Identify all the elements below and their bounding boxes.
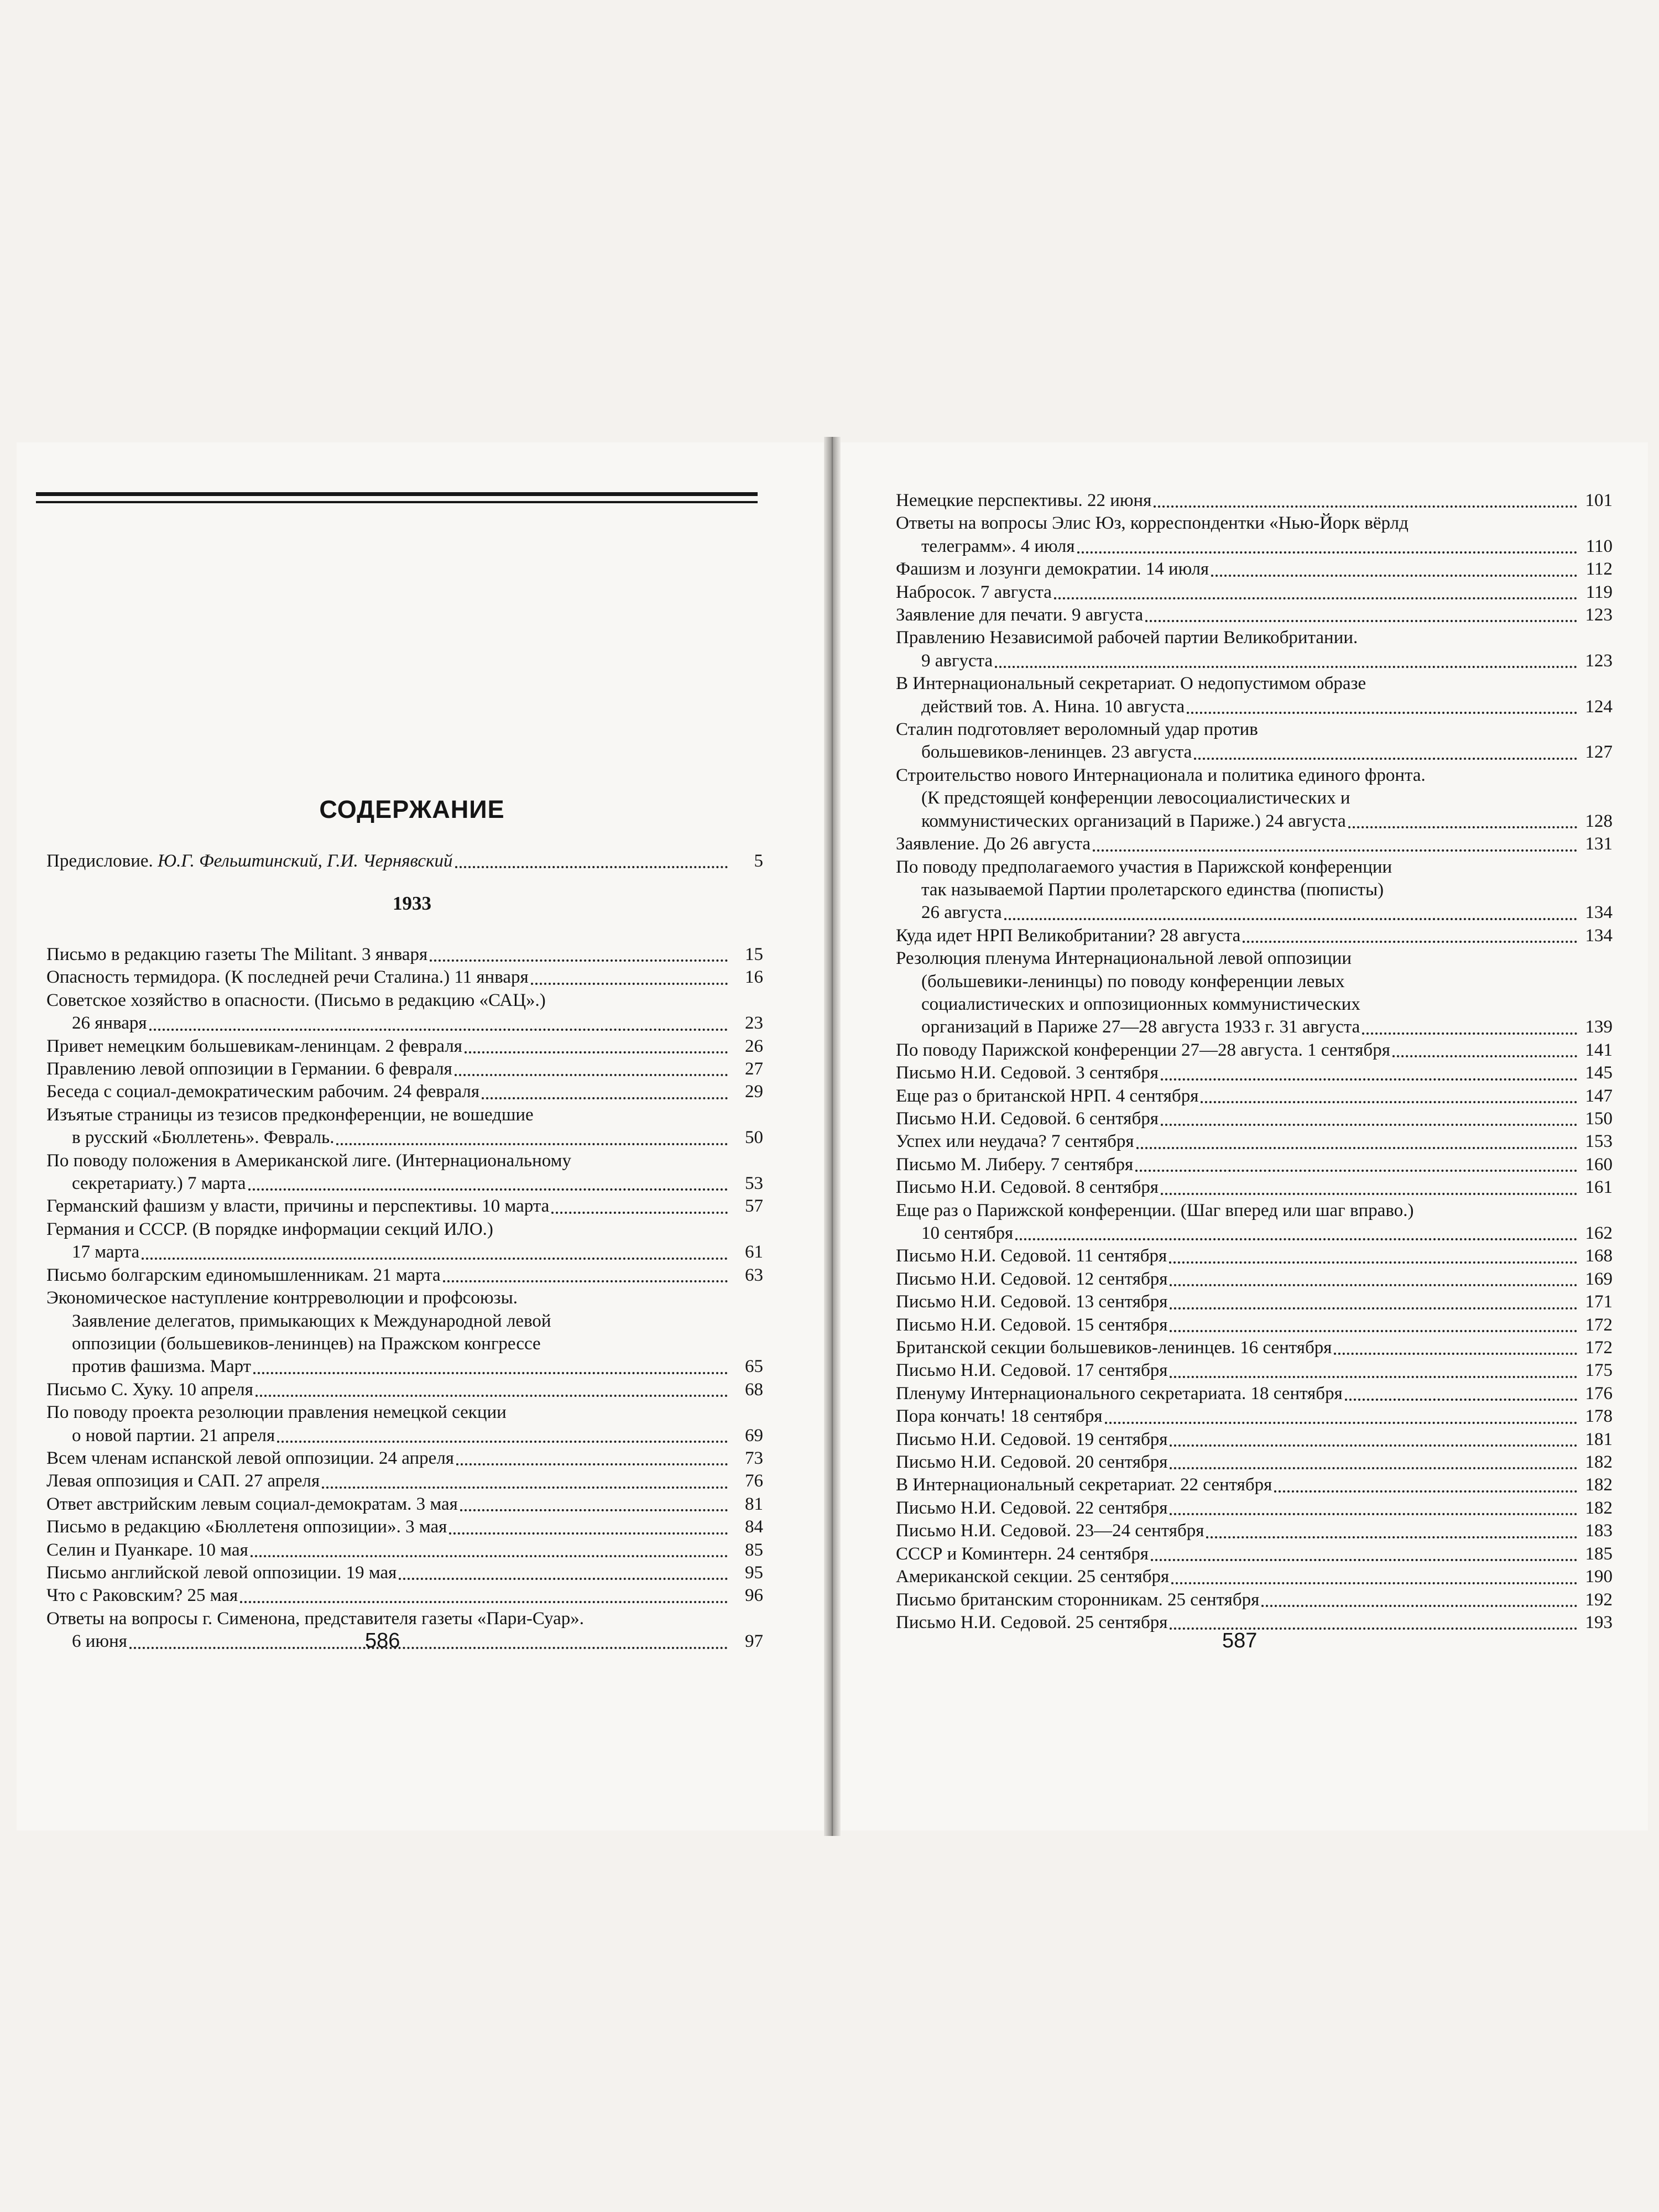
page-number: 134 <box>1585 902 1613 923</box>
entry-title: Заявление для печати. 9 августа <box>896 605 1144 625</box>
toc-entry-line <box>896 1199 1613 1222</box>
toc-list-right <box>896 489 1613 1634</box>
page-number: 61 <box>745 1242 763 1262</box>
toc-entry <box>896 489 1613 512</box>
page-number: 65 <box>745 1357 763 1377</box>
toc-entry <box>896 1222 1613 1245</box>
entry-title: Германский фашизм у власти, причины и перспективы. 10 марта <box>46 1196 550 1217</box>
leader-dots <box>1348 822 1577 828</box>
entry-title: о новой партии. 21 апреля <box>72 1425 275 1446</box>
leader-dots <box>255 1390 728 1397</box>
toc-entry <box>896 1062 1613 1084</box>
preface-label: Предисловие. <box>46 851 158 871</box>
toc-entry <box>896 558 1613 581</box>
leader-dots <box>430 955 728 962</box>
entry-title: Советское хозяйство в опасности. (Письмо в редакцию «САЦ».) <box>46 990 546 1010</box>
toc-entry <box>896 1451 1613 1474</box>
leader-dots <box>336 1139 728 1145</box>
leader-dots <box>277 1436 728 1443</box>
page-number: 192 <box>1585 1589 1613 1610</box>
toc-entry-line <box>46 1218 763 1241</box>
toc-entry-line <box>896 993 1613 1016</box>
leader-dots <box>240 1597 728 1603</box>
page-number: 27 <box>745 1059 763 1079</box>
page-number: 185 <box>1585 1543 1613 1564</box>
toc-entry <box>896 925 1613 947</box>
entry-title: Строительство нового Интернационала и политика единого фронта. <box>896 765 1426 785</box>
entry-title: 26 августа <box>921 902 1002 923</box>
toc-entry <box>896 1543 1613 1566</box>
entry-title: 6 июня <box>72 1631 127 1652</box>
toc-entry <box>896 604 1613 627</box>
page-number: 23 <box>745 1013 763 1034</box>
entry-title: Сталин подготовляет вероломный удар против <box>896 719 1258 740</box>
entry-title: Письмо С. Хуку. 10 апреля <box>46 1379 253 1400</box>
entry-title: Опасность термидора. (К последней речи Сталина.) 11 января <box>46 967 529 988</box>
leader-dots <box>1151 1554 1577 1561</box>
toc-entry <box>46 1516 763 1538</box>
page-number: 69 <box>745 1425 763 1446</box>
page-number: 168 <box>1585 1246 1613 1266</box>
toc-entry <box>46 1264 763 1287</box>
page-number: 127 <box>1585 742 1613 763</box>
leader-dots <box>443 1276 728 1282</box>
toc-entry-line <box>896 971 1613 993</box>
toc-entry <box>896 741 1613 764</box>
entry-title: Изъятые страницы из тезисов предконференции, не вошедшие <box>46 1104 534 1125</box>
page-number: 124 <box>1585 696 1613 717</box>
page-number: 182 <box>1585 1475 1613 1495</box>
toc-entry-line <box>46 989 763 1012</box>
leader-dots <box>1171 1578 1577 1584</box>
toc-entry <box>46 1035 763 1058</box>
leader-dots <box>1136 1142 1577 1149</box>
entry-title: Письмо в редакцию «Бюллетеня оппозиции». 3 мая <box>46 1517 447 1537</box>
page-number: 139 <box>1585 1017 1613 1037</box>
page-number-right: 587 <box>1222 1629 1258 1652</box>
page-number: 76 <box>745 1471 763 1491</box>
entry-title: Немецкие перспективы. 22 июня <box>896 491 1152 510</box>
page-number: 110 <box>1585 536 1613 556</box>
toc-entry-line <box>46 1401 763 1424</box>
page-number: 161 <box>1585 1177 1613 1198</box>
page-number: 112 <box>1585 559 1613 580</box>
page-number: 178 <box>1585 1406 1613 1427</box>
page-number: 123 <box>1585 605 1613 625</box>
entry-title: Беседа с социал-демократическим рабочим. 24 февраля <box>46 1082 480 1102</box>
entry-title: В Интернациональный секретариат. О недопустимом образе <box>896 674 1366 694</box>
page-number: 73 <box>745 1448 763 1468</box>
entry-title: против фашизма. Март <box>72 1357 252 1377</box>
page-number: 160 <box>1585 1154 1613 1175</box>
page-number: 85 <box>745 1540 763 1560</box>
entry-title: социалистических и оппозиционных коммунистических <box>921 994 1360 1014</box>
toc-entry-line <box>896 787 1613 810</box>
entry-title: Заявление делегатов, примыкающих к Международной левой <box>72 1311 551 1331</box>
leader-dots <box>1161 1188 1577 1195</box>
page-number: 57 <box>745 1196 763 1217</box>
entry-title: Письмо Н.И. Седовой. 6 сентября <box>896 1108 1159 1129</box>
entry-title: организаций в Париже 27—28 августа 1933 г. 31 августа <box>921 1017 1360 1037</box>
page-number: 26 <box>745 1036 763 1056</box>
leader-dots <box>551 1207 728 1214</box>
entry-title: Ответ австрийским левым социал-демократам. 3 мая <box>46 1494 458 1514</box>
entry-title: Резолюция пленума Интернациональной левой оппозиции <box>896 948 1352 969</box>
toc-entry-line <box>896 672 1613 695</box>
toc-entry-line <box>896 512 1613 535</box>
toc-entry <box>46 1081 763 1103</box>
entry-title: в русский «Бюллетень». Февраль. <box>72 1128 335 1148</box>
page-number: 190 <box>1585 1567 1613 1587</box>
page-number: 182 <box>1585 1452 1613 1473</box>
leader-dots <box>1135 1165 1577 1172</box>
toc-entry <box>46 1126 763 1149</box>
entry-title: Письмо в редакцию газеты The Militant. 3 января <box>46 945 428 964</box>
leader-dots <box>1054 593 1577 599</box>
toc-entry-line <box>46 1608 763 1630</box>
page-number: 16 <box>745 967 763 988</box>
entry-title: Письмо Н.И. Седовой. 13 сентября <box>896 1292 1168 1312</box>
entry-title: Письмо болгарским единомышленникам. 21 марта <box>46 1265 441 1285</box>
toc-entry <box>896 1108 1613 1130</box>
entry-title: Американской секции. 25 сентября <box>896 1567 1170 1587</box>
page-number: 97 <box>745 1631 763 1652</box>
toc-entry <box>46 1355 763 1378</box>
leader-dots <box>1211 570 1577 577</box>
leader-dots <box>149 1024 728 1031</box>
leader-dots <box>1161 1119 1577 1126</box>
entry-title: По поводу Парижской конференции 27—28 августа. 1 сентября <box>896 1040 1390 1060</box>
toc-entry <box>46 1539 763 1562</box>
toc-entry <box>896 1245 1613 1267</box>
page-number: 147 <box>1585 1086 1613 1106</box>
toc-entry <box>46 1172 763 1195</box>
toc-entry <box>896 1314 1613 1337</box>
toc-entry-line <box>896 718 1613 741</box>
toc-entry <box>896 1337 1613 1359</box>
leader-dots <box>1345 1394 1577 1401</box>
leader-dots <box>456 1459 728 1465</box>
entry-title: Письмо Н.И. Седовой. 25 сентября <box>896 1612 1168 1632</box>
toc-entry <box>46 1379 763 1401</box>
preface-authors: Ю.Г. Фельштинский, Г.И. Чернявский <box>158 851 453 871</box>
leader-dots <box>1274 1486 1577 1493</box>
toc-entry <box>46 1058 763 1081</box>
leader-dots <box>253 1368 728 1374</box>
entry-title: Селин и Пуанкаре. 10 мая <box>46 1540 248 1560</box>
page-number: 123 <box>1585 650 1613 671</box>
leader-dots <box>465 1047 728 1053</box>
entry-title: действий тов. А. Нина. 10 августа <box>921 696 1185 717</box>
toc-entry <box>896 1428 1613 1451</box>
leader-dots <box>1015 1234 1577 1240</box>
page-number: 181 <box>1585 1429 1613 1449</box>
toc-entry-line <box>896 627 1613 649</box>
leader-dots <box>1170 1371 1577 1378</box>
toc-entry <box>896 1520 1613 1542</box>
entry-title: Привет немецким большевикам-ленинцам. 2 февраля <box>46 1036 462 1056</box>
toc-entry <box>896 1566 1613 1588</box>
entry-title: секретариату.) 7 марта <box>72 1173 246 1194</box>
entry-title: Успех или неудача? 7 сентября <box>896 1131 1134 1152</box>
book-gutter <box>824 437 841 1836</box>
toc-entry-preface <box>46 850 763 873</box>
page-number: 176 <box>1585 1383 1613 1404</box>
page-number: 53 <box>745 1173 763 1194</box>
toc-entry <box>896 1474 1613 1496</box>
header-rule <box>36 492 758 503</box>
page-number: 29 <box>745 1082 763 1102</box>
leader-dots <box>1154 501 1577 508</box>
toc-entry-line <box>46 1333 763 1355</box>
entry-title: телеграмм». 4 июля <box>921 536 1075 556</box>
entry-title: Письмо Н.И. Седовой. 23—24 сентября <box>896 1521 1204 1541</box>
page-number: 162 <box>1585 1223 1613 1243</box>
toc-entry-line <box>896 764 1613 787</box>
page-number: 15 <box>745 945 763 964</box>
entry-title: Письмо Н.И. Седовой. 8 сентября <box>896 1177 1159 1198</box>
entry-title: Письмо Н.И. Седовой. 15 сентября <box>896 1314 1168 1335</box>
entry-title: Письмо М. Либеру. 7 сентября <box>896 1154 1134 1175</box>
leader-dots <box>1201 1097 1577 1103</box>
entry-title: Письмо Н.И. Седовой. 17 сентября <box>896 1360 1168 1381</box>
page-number: 141 <box>1585 1040 1613 1060</box>
page-number: 172 <box>1585 1338 1613 1358</box>
page-number: 171 <box>1585 1292 1613 1312</box>
page-number: 172 <box>1585 1314 1613 1335</box>
page-number: 101 <box>1585 491 1613 510</box>
entry-title: Письмо британским сторонникам. 25 сентября <box>896 1589 1260 1610</box>
page-number: 182 <box>1585 1498 1613 1518</box>
entry-title: Пленуму Интернационального секретариата. 18 сентября <box>896 1383 1343 1404</box>
entry-title: (К предстоящей конференции левосоциалистических и <box>921 788 1350 808</box>
toc-entry <box>896 1039 1613 1062</box>
entry-title: СССР и Коминтерн. 24 сентября <box>896 1543 1149 1564</box>
leader-dots <box>1170 1280 1577 1286</box>
leader-dots <box>1105 1417 1577 1424</box>
entry-title: Письмо Н.И. Седовой. 3 сентября <box>896 1063 1159 1083</box>
page-number: 169 <box>1585 1269 1613 1289</box>
toc-entry <box>46 943 763 966</box>
toc-entry <box>896 1176 1613 1199</box>
toc-entry <box>46 1241 763 1264</box>
leader-dots <box>1194 753 1577 760</box>
toc-entry <box>896 1497 1613 1520</box>
toc-entry <box>896 1268 1613 1291</box>
leader-dots <box>455 862 728 868</box>
leader-dots <box>1170 1303 1577 1310</box>
entry-title: Правлению левой оппозиции в Германии. 6 февраля <box>46 1059 452 1079</box>
leader-dots <box>1170 1463 1577 1469</box>
entry-title: 26 января <box>72 1013 147 1034</box>
entry-title: Пора кончать! 18 сентября <box>896 1406 1103 1427</box>
toc-entry <box>46 1447 763 1470</box>
toc-entry <box>896 901 1613 924</box>
entry-title: Ответы на вопросы г. Сименона, представителя газеты «Пари-Суар». <box>46 1608 585 1629</box>
toc-entry <box>46 1493 763 1516</box>
entry-title: По поводу положения в Американской лиге. (Интернациональному <box>46 1150 572 1171</box>
toc-entry <box>46 966 763 989</box>
page-number: 153 <box>1585 1131 1613 1152</box>
leader-dots <box>455 1070 728 1076</box>
entry-title: 17 марта <box>72 1242 140 1262</box>
leader-dots <box>449 1528 728 1535</box>
leader-dots <box>1362 1028 1577 1035</box>
toc-entry <box>896 1130 1613 1153</box>
leader-dots <box>1334 1348 1577 1355</box>
entry-title: По поводу предполагаемого участия в Парижской конференции <box>896 857 1392 877</box>
toc-entry <box>46 1287 763 1310</box>
preface-list <box>46 850 763 873</box>
toc-entry <box>896 810 1613 833</box>
page-number: 128 <box>1585 811 1613 831</box>
leader-dots <box>1077 547 1577 554</box>
page-number: 5 <box>754 851 763 871</box>
entry-title: По поводу проекта резолюции правления немецкой секции <box>46 1402 507 1423</box>
toc-entry <box>896 535 1613 558</box>
leader-dots <box>1093 845 1577 852</box>
page-number: 175 <box>1585 1360 1613 1381</box>
entry-title: Письмо Н.И. Седовой. 20 сентября <box>896 1452 1168 1473</box>
leader-dots <box>1261 1600 1577 1607</box>
entry-title: Еще раз о британской НРП. 4 сентября <box>896 1086 1199 1106</box>
entry-title: Левая оппозиция и САП. 27 апреля <box>46 1471 320 1491</box>
page-number-left: 586 <box>365 1629 400 1652</box>
page-number: 145 <box>1585 1063 1613 1083</box>
leader-dots <box>460 1505 728 1511</box>
page-number: 119 <box>1585 582 1613 602</box>
page-number: 131 <box>1585 834 1613 854</box>
entry-title: Германия и СССР. (В порядке информации секций ИЛО.) <box>46 1219 493 1239</box>
entry-title: Что с Раковским? 25 мая <box>46 1585 238 1606</box>
section-title: СОДЕРЖАНИЕ <box>319 795 505 823</box>
page-number: 68 <box>745 1379 763 1400</box>
leader-dots <box>142 1253 728 1260</box>
toc-entry <box>896 1405 1613 1428</box>
entry-title: так называемой Партии пролетарского единства (пюписты) <box>921 879 1384 900</box>
leader-dots <box>1004 914 1577 920</box>
toc-entry <box>896 1016 1613 1039</box>
toc-entry-line <box>896 947 1613 970</box>
toc-entry-line <box>896 856 1613 879</box>
toc-list-left <box>46 943 763 1653</box>
leader-dots <box>1145 615 1577 622</box>
leader-dots <box>995 661 1577 668</box>
toc-entry <box>46 1584 763 1607</box>
leader-dots <box>1206 1532 1577 1538</box>
toc-entry <box>896 1359 1613 1382</box>
toc-entry-line <box>46 1104 763 1126</box>
leader-dots <box>482 1093 728 1099</box>
toc-entry <box>896 1154 1613 1176</box>
page-number: 193 <box>1585 1612 1613 1632</box>
toc-entry <box>896 1589 1613 1611</box>
page-number: 81 <box>745 1494 763 1514</box>
leader-dots <box>1170 1509 1577 1515</box>
page-number: 150 <box>1585 1108 1613 1129</box>
entry-title: 9 августа <box>921 650 993 671</box>
leader-dots <box>1392 1051 1577 1057</box>
page-number: 183 <box>1585 1521 1613 1541</box>
toc-entry <box>896 650 1613 672</box>
leader-dots <box>1161 1074 1577 1081</box>
page-number: 134 <box>1585 925 1613 946</box>
leader-dots <box>1187 707 1577 714</box>
page-number: 63 <box>745 1265 763 1285</box>
leader-dots <box>1170 1326 1577 1332</box>
toc-entry <box>46 1425 763 1447</box>
leader-dots <box>322 1482 728 1489</box>
toc-entry <box>46 1562 763 1584</box>
leader-dots <box>1170 1440 1577 1447</box>
toc-entry <box>46 1012 763 1035</box>
toc-entry <box>896 696 1613 718</box>
leader-dots <box>399 1573 728 1580</box>
entry-title: Британской секции большевиков-ленинцев. 16 сентября <box>896 1338 1332 1358</box>
page-number: 95 <box>745 1562 763 1583</box>
entry-title: 10 сентября <box>921 1223 1014 1243</box>
entry-title: Всем членам испанской левой оппозиции. 24 апреля <box>46 1448 454 1468</box>
toc-entry <box>896 1383 1613 1405</box>
entry-title: Экономическое наступление контрреволюции и профсоюзы. <box>46 1288 518 1308</box>
toc-entry <box>46 1630 763 1653</box>
leader-dots <box>248 1184 728 1191</box>
entry-title: коммунистических организаций в Париже.) 24 августа <box>921 811 1346 831</box>
page-number: 84 <box>745 1517 763 1537</box>
entry-title: Набросок. 7 августа <box>896 582 1052 602</box>
toc-entry <box>896 581 1613 604</box>
toc-entry-line <box>896 879 1613 901</box>
entry-title: Ответы на вопросы Элис Юз, корреспондентки «Нью-Йорк вёрлд <box>896 513 1408 534</box>
entry-title: Еще раз о Парижской конференции. (Шаг вперед или шаг вправо.) <box>896 1200 1414 1220</box>
leader-dots <box>531 978 728 985</box>
entry-title: большевиков-ленинцев. 23 августа <box>921 742 1192 763</box>
leader-dots <box>129 1642 728 1649</box>
entry-title: Письмо Н.И. Седовой. 11 сентября <box>896 1246 1167 1266</box>
entry-title: Фашизм и лозунги демократии. 14 июля <box>896 559 1209 580</box>
entry-title: Письмо английской левой оппозиции. 19 мая <box>46 1562 397 1583</box>
toc-entry-line <box>46 1310 763 1333</box>
toc-entry <box>896 1085 1613 1108</box>
page-number: 50 <box>745 1128 763 1148</box>
leader-dots <box>1243 936 1577 943</box>
entry-title: Письмо Н.И. Седовой. 12 сентября <box>896 1269 1168 1289</box>
entry-title: В Интернациональный секретариат. 22 сентября <box>896 1475 1272 1495</box>
entry-title: Письмо Н.И. Седовой. 19 сентября <box>896 1429 1168 1449</box>
leader-dots <box>251 1551 728 1557</box>
toc-entry <box>46 1195 763 1218</box>
entry-title: Правлению Независимой рабочей партии Великобритании. <box>896 628 1358 648</box>
year-heading: 1933 <box>393 893 431 914</box>
entry-title: (большевики-ленинцы) по поводу конференции левых <box>921 971 1345 992</box>
toc-entry <box>46 1470 763 1493</box>
toc-entry <box>896 833 1613 855</box>
entry-title: Заявление. До 26 августа <box>896 834 1091 854</box>
entry-title: Письмо Н.И. Седовой. 22 сентября <box>896 1498 1168 1518</box>
page-number: 96 <box>745 1585 763 1606</box>
entry-title: Куда идет НРП Великобритании? 28 августа <box>896 925 1241 946</box>
leader-dots <box>1169 1257 1577 1264</box>
toc-entry-line <box>46 1150 763 1172</box>
entry-title: оппозиции (большевиков-ленинцев) на Пражском конгрессе <box>72 1333 541 1354</box>
toc-entry <box>896 1291 1613 1313</box>
